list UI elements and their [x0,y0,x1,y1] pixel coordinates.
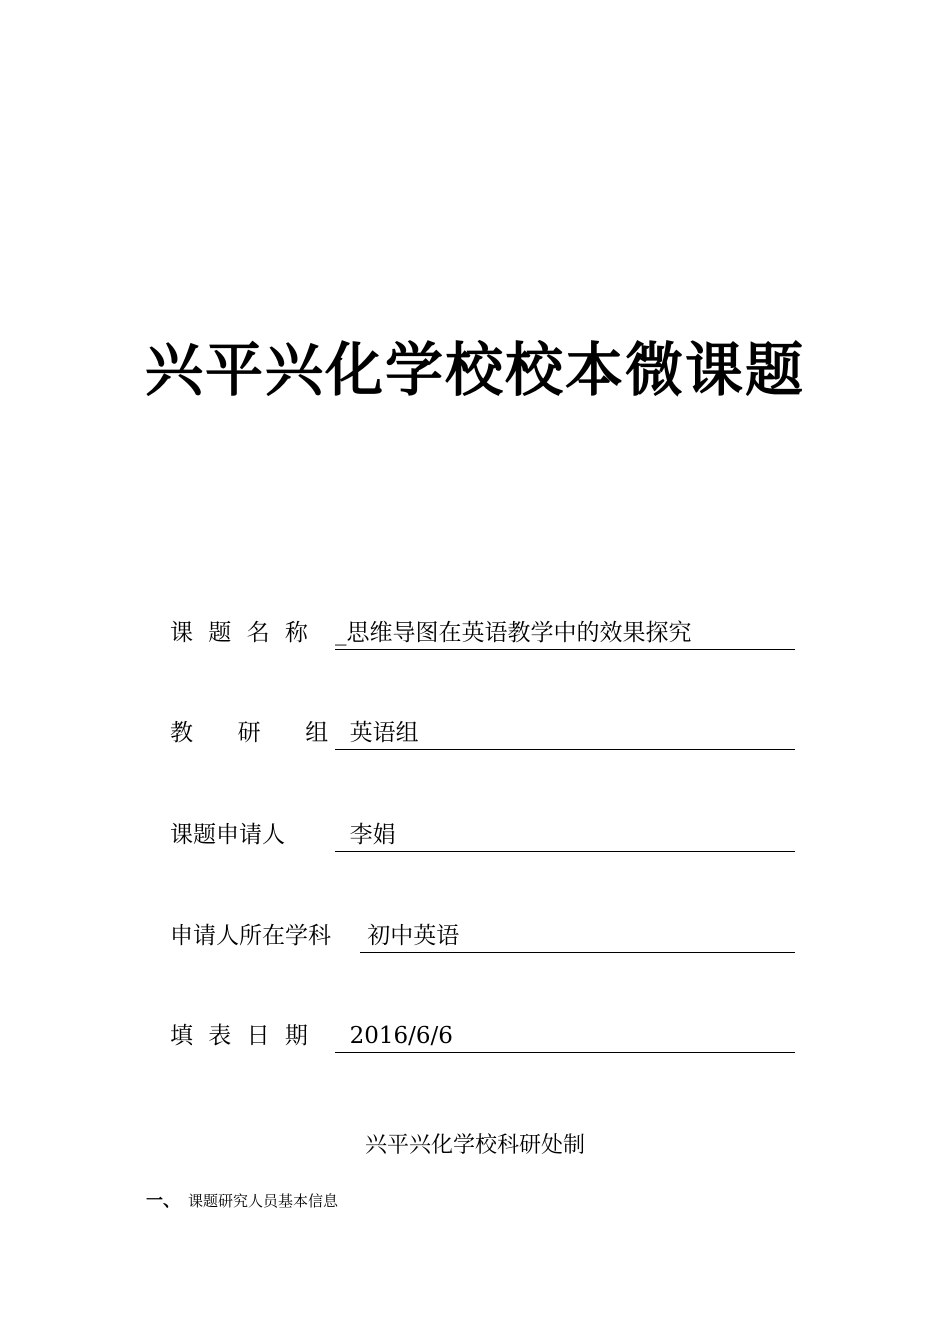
field-value: 2016/6/6 [335,1023,453,1049]
field-fill-date [170,1013,795,1053]
field-value: 初中英语 [360,923,460,949]
field-value-line [335,1021,795,1053]
field-value-line [335,820,795,852]
field-value-line [335,618,795,650]
section-title: 课题研究人员基本信息 [188,1192,339,1210]
field-value-line [360,921,795,953]
field-value: 李娟 [335,822,396,848]
field-label: 教 研 组 [170,720,339,746]
field-value-line [335,718,795,750]
issuer-footer: 兴平兴化学校科研处制 [364,1133,585,1158]
field-topic-name [170,610,795,650]
field-value: _思维导图在英语教学中的效果探究 [335,620,692,646]
field-label: 课 题 名 称 [170,620,312,646]
field-label: 填 表 日 期 [170,1023,312,1049]
section-heading [146,1186,338,1211]
document-title: 兴平兴化学校校本微课题 [144,336,805,404]
field-value: 英语组 [335,720,419,746]
field-label: 申请人所在学科 [170,923,331,949]
section-number: 一、 [146,1191,180,1211]
field-research-group [170,710,795,750]
field-applicant-subject [170,913,795,953]
field-label: 课题申请人 [170,822,285,848]
field-applicant [170,812,795,852]
